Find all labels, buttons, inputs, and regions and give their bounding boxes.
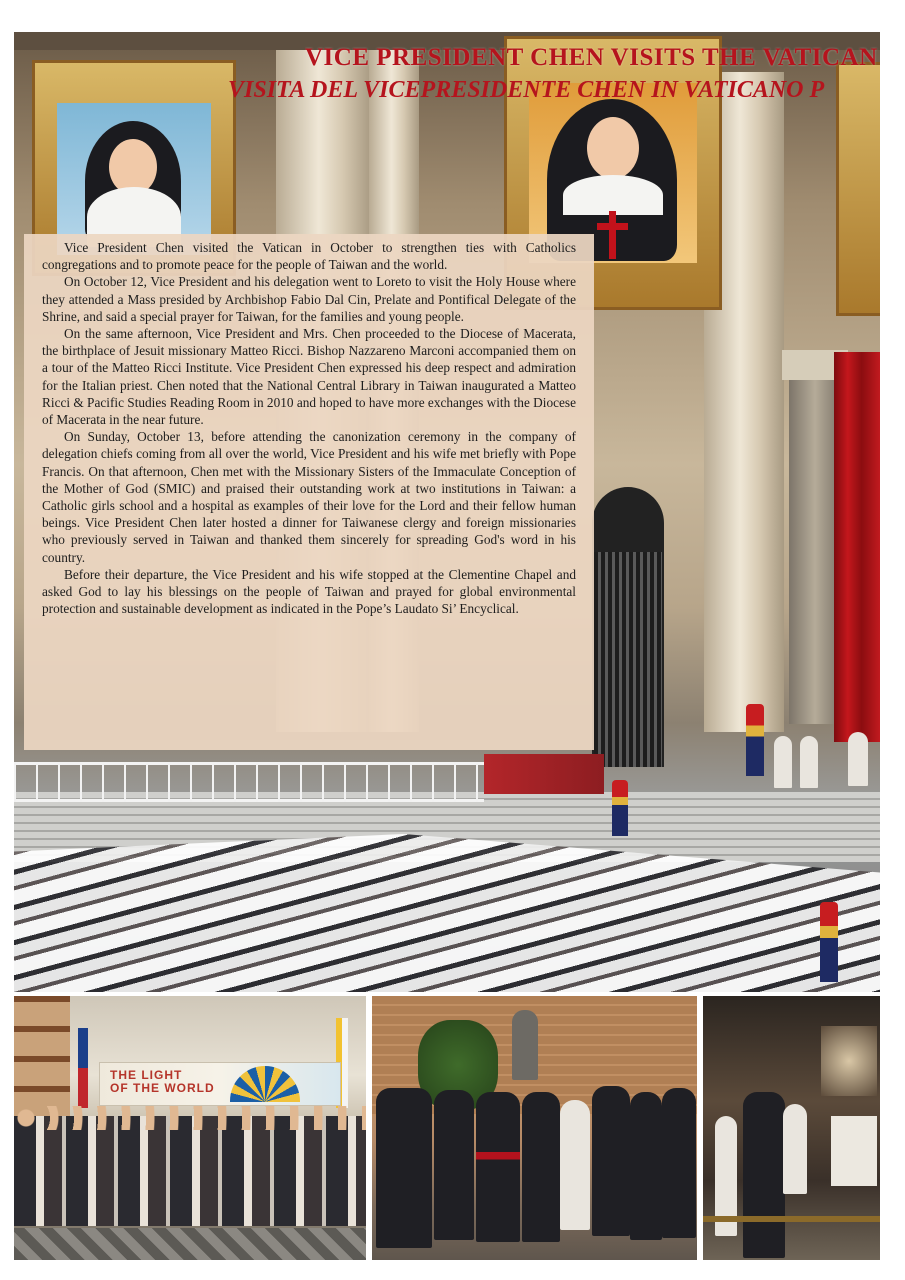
taiwan-flag-icon	[78, 1028, 88, 1108]
delegate-figure	[434, 1090, 474, 1240]
robed-clergy-figure	[774, 736, 792, 788]
banner-line-2: OF THE WORLD	[110, 1081, 215, 1095]
article-paragraph: Before their departure, the Vice President and his wife stopped at the Clementine Chapel and asked God to lay his blessings on the people of Taiwan and prayed for global environmental protection and sustainable development as indicated in the Pope’s Laudato Si’ Encyclical.	[42, 566, 576, 617]
photo-group-missionary-sisters	[14, 996, 366, 1260]
delegate-figure	[522, 1092, 560, 1242]
red-curtain	[834, 352, 880, 742]
robed-clergy-figure	[800, 736, 818, 788]
swiss-guard	[746, 704, 764, 776]
cardinal-figure	[476, 1092, 520, 1242]
red-cross-icon	[597, 223, 628, 230]
article-text-panel	[24, 234, 594, 750]
clergy-figure	[783, 1104, 807, 1194]
article-paragraph: On the same afternoon, Vice President and Mrs. Chen proceeded to the Diocese of Macerata, the birthplace of Jesuit missionary Matteo Ricci. Bishop Nazzareno Marconi accompanied them on a tour of the Matteo Ricci Institute. Vice President Chen expressed his deep respect and admiration for the Italian priest. Chen noted that the National Central Library in Taiwan inaugurated a Matteo Ricci & Pacific Studies Reading Room in 2010 and hoped to have more exchanges with the Diocese of Macerata in the near future.	[42, 326, 576, 428]
article-paragraph: Vice President Chen visited the Vatican in October to strengthen ties with Catholics congregations and to promote peace for the people of Taiwan and the world.	[42, 240, 576, 273]
vice-president-figure	[743, 1092, 785, 1258]
swiss-guard	[612, 780, 628, 836]
priest-figure	[376, 1088, 432, 1248]
light-of-the-world-banner	[99, 1062, 341, 1106]
article-paragraph: On Sunday, October 13, before attending the canonization ceremony in the company of delegation chiefs coming from all over the world, Vice President and his wife met briefly with Pope Francis. On that afternoon, Chen met with the Missionary Sisters of the Immaculate Conception of the Mother of God (SMIC) and praised their outstanding work at two institutions in Taiwan: a Catholic girls school and a hospital as examples of their love for the Lord and their fellow human beings. Vice President Chen later hosted a dinner for Taiwanese clergy and foreign missionaries who previously served in Taiwan and thanked them sincerely for spreading God's word in his country.	[42, 429, 576, 565]
photo-delegation-with-clergy	[372, 996, 697, 1260]
delegate-figure	[630, 1092, 662, 1240]
banner-line-1: THE LIGHT	[110, 1068, 183, 1082]
group-heads	[14, 1106, 366, 1130]
article-title-italian: VISITA DEL VICEPRESIDENTE CHEN IN VATICANO P	[228, 77, 825, 103]
chapel-altar	[831, 1116, 877, 1186]
robed-clergy-figure	[848, 732, 868, 786]
rope-barrier	[703, 1216, 880, 1222]
nun-collar	[563, 175, 663, 215]
tiled-floor	[14, 1228, 366, 1260]
nun-face	[587, 117, 639, 179]
swiss-guard	[820, 902, 838, 982]
delegate-figure	[662, 1088, 696, 1238]
photo-clementine-chapel	[703, 996, 880, 1260]
sunburst-logo-icon	[230, 1066, 300, 1102]
delegate-figure	[592, 1086, 630, 1236]
delegate-figure	[560, 1100, 590, 1230]
article-title-english: VICE PRESIDENT CHEN VISITS THE VATICAN	[305, 44, 878, 71]
article-paragraph: On October 12, Vice President and his delegation went to Loreto to visit the Holy House where they attended a Mass presided by Archbishop Fabio Dal Cin, Prelate and Pontifical Delegate of the Shrine, and said a special prayer for Taiwan, for the families and young people.	[42, 274, 576, 324]
iron-gate	[594, 552, 662, 767]
statue	[512, 1010, 538, 1080]
banner-text	[110, 1069, 215, 1095]
red-cross-icon	[609, 211, 616, 259]
red-carpet-area	[484, 754, 604, 794]
chapel-chandelier	[821, 1026, 877, 1096]
tapestry-left-portrait	[57, 103, 211, 255]
white-railing	[14, 762, 484, 802]
group-people-row	[14, 1116, 366, 1226]
